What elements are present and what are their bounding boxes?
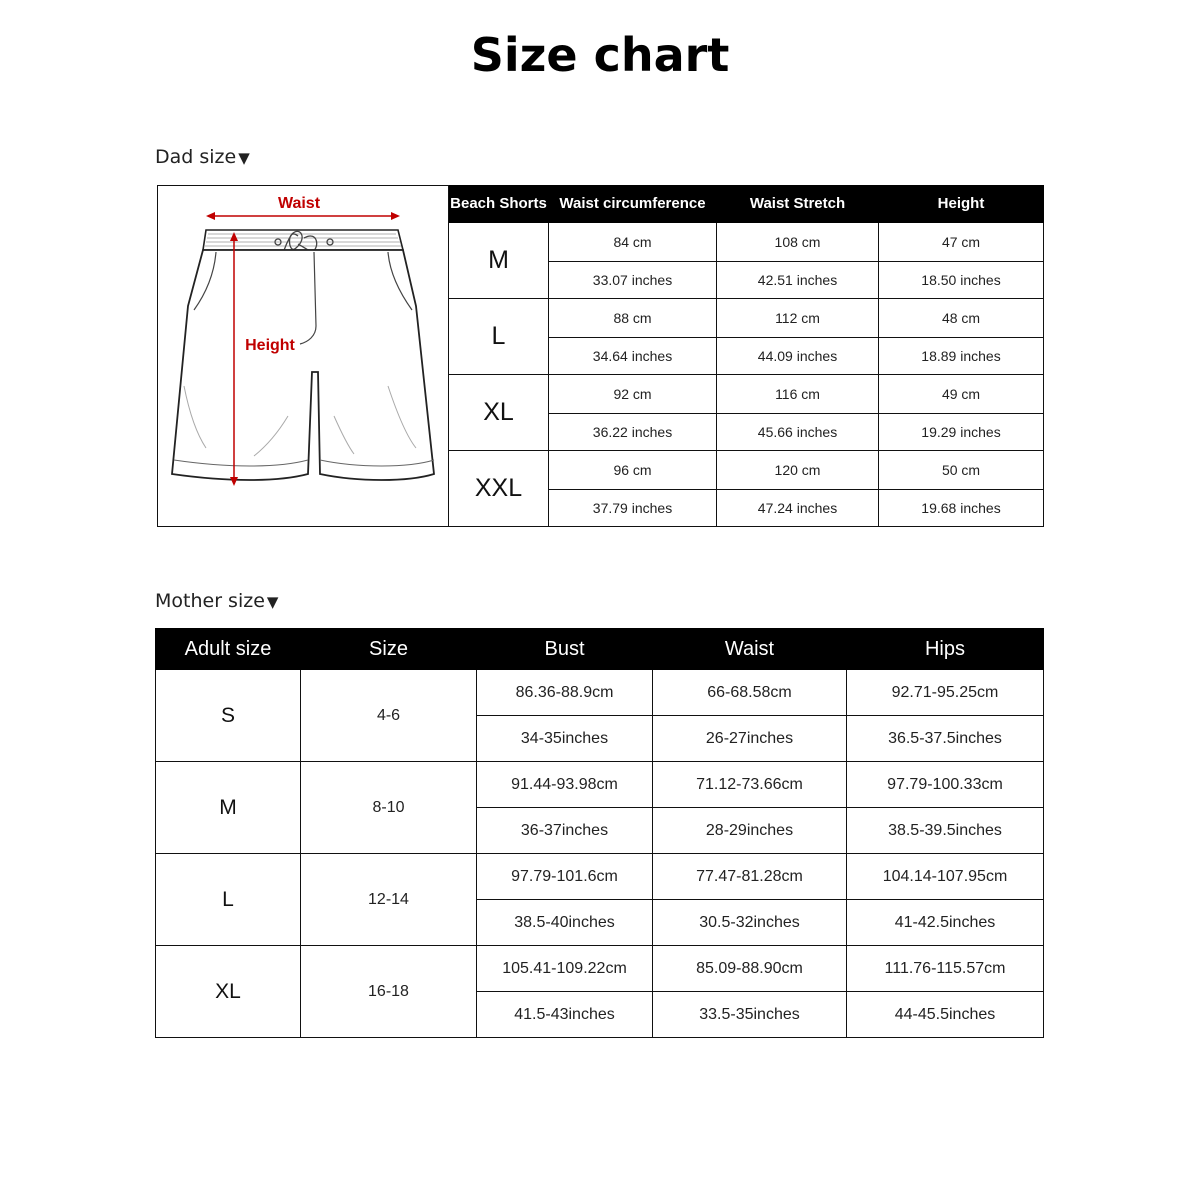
size-range-cell: 16-18: [301, 946, 477, 1038]
header-beach-shorts: Beach Shorts: [449, 186, 549, 223]
waist-inch-cell: 26-27inches: [653, 716, 847, 762]
shorts-illustration-cell: [158, 186, 449, 527]
bust-inch-cell: 38.5-40inches: [477, 900, 653, 946]
height-cm-cell: 50 cm: [879, 451, 1044, 490]
waist-cm-cell: 77.47-81.28cm: [653, 854, 847, 900]
header-waist: Waist: [653, 629, 847, 670]
waist-inch-cell: 28-29inches: [653, 808, 847, 854]
page-title: Size chart: [470, 28, 730, 82]
size-range-cell: 12-14: [301, 854, 477, 946]
waist-cm-cell: 92 cm: [549, 375, 717, 414]
mother-size-table: [155, 628, 1044, 1038]
bust-cm-cell: 86.36-88.9cm: [477, 670, 653, 716]
adult-size-cell: S: [156, 670, 301, 762]
dad-size-label-text: Dad size: [155, 146, 237, 168]
adult-size-cell: M: [156, 762, 301, 854]
mother-size-label: [155, 590, 278, 612]
height-label: Height: [245, 337, 295, 354]
hips-inch-cell: 38.5-39.5inches: [847, 808, 1044, 854]
hips-cm-cell: 104.14-107.95cm: [847, 854, 1044, 900]
height-cm-cell: 47 cm: [879, 223, 1044, 262]
stretch-cm-cell: 108 cm: [717, 223, 879, 262]
waist-inch-cell: 30.5-32inches: [653, 900, 847, 946]
adult-size-cell: XL: [156, 946, 301, 1038]
waist-cm-cell: 71.12-73.66cm: [653, 762, 847, 808]
bust-cm-cell: 105.41-109.22cm: [477, 946, 653, 992]
waist-cm-cell: 66-68.58cm: [653, 670, 847, 716]
dad-size-label: [155, 146, 250, 168]
waist-inch-cell: 36.22 inches: [549, 414, 717, 451]
table-row: [156, 946, 1044, 992]
header-waist-stretch: Waist Stretch: [717, 186, 879, 223]
waist-label: Waist: [277, 195, 321, 212]
size-range-cell: 8-10: [301, 762, 477, 854]
bust-inch-cell: 36-37inches: [477, 808, 653, 854]
hips-inch-cell: 44-45.5inches: [847, 992, 1044, 1038]
header-height: Height: [879, 186, 1044, 223]
waist-arrow-left-head: [206, 212, 215, 220]
stretch-inch-cell: 44.09 inches: [717, 338, 879, 375]
shorts-body: [172, 250, 434, 480]
hips-cm-cell: 92.71-95.25cm: [847, 670, 1044, 716]
size-range-cell: 4-6: [301, 670, 477, 762]
shorts-illustration: [158, 186, 447, 526]
bust-inch-cell: 41.5-43inches: [477, 992, 653, 1038]
down-triangle-icon: ▼: [266, 593, 279, 611]
hips-cm-cell: 111.76-115.57cm: [847, 946, 1044, 992]
height-cm-cell: 48 cm: [879, 299, 1044, 338]
waist-inch-cell: 33.5-35inches: [653, 992, 847, 1038]
size-cell: XL: [449, 375, 549, 451]
height-inch-cell: 19.29 inches: [879, 414, 1044, 451]
stretch-cm-cell: 120 cm: [717, 451, 879, 490]
header-adult-size: Adult size: [156, 629, 301, 670]
header-hips: Hips: [847, 629, 1044, 670]
waist-cm-cell: 96 cm: [549, 451, 717, 490]
size-cell: M: [449, 223, 549, 299]
adult-size-cell: L: [156, 854, 301, 946]
stretch-inch-cell: 47.24 inches: [717, 490, 879, 527]
waist-cm-cell: 88 cm: [549, 299, 717, 338]
stretch-cm-cell: 112 cm: [717, 299, 879, 338]
waist-cm-cell: 85.09-88.90cm: [653, 946, 847, 992]
height-inch-cell: 19.68 inches: [879, 490, 1044, 527]
height-arrow-bottom-head: [230, 477, 238, 486]
stretch-inch-cell: 45.66 inches: [717, 414, 879, 451]
stretch-cm-cell: 116 cm: [717, 375, 879, 414]
hips-inch-cell: 41-42.5inches: [847, 900, 1044, 946]
down-triangle-icon: ▼: [238, 149, 250, 167]
table-row: [156, 762, 1044, 808]
height-inch-cell: 18.89 inches: [879, 338, 1044, 375]
waist-arrow-right-head: [391, 212, 400, 220]
header-size: Size: [301, 629, 477, 670]
waist-inch-cell: 37.79 inches: [549, 490, 717, 527]
header-bust: Bust: [477, 629, 653, 670]
height-cm-cell: 49 cm: [879, 375, 1044, 414]
bust-cm-cell: 91.44-93.98cm: [477, 762, 653, 808]
hips-cm-cell: 97.79-100.33cm: [847, 762, 1044, 808]
table-row: [156, 670, 1044, 716]
height-inch-cell: 18.50 inches: [879, 262, 1044, 299]
waist-cm-cell: 84 cm: [549, 223, 717, 262]
bust-cm-cell: 97.79-101.6cm: [477, 854, 653, 900]
header-waist-circumference: Waist circumference: [549, 186, 717, 223]
stretch-inch-cell: 42.51 inches: [717, 262, 879, 299]
table-row: [156, 854, 1044, 900]
waist-inch-cell: 34.64 inches: [549, 338, 717, 375]
mother-size-label-text: Mother size: [155, 590, 265, 612]
waist-inch-cell: 33.07 inches: [549, 262, 717, 299]
dad-size-table: [157, 185, 1044, 527]
size-cell: XXL: [449, 451, 549, 527]
size-cell: L: [449, 299, 549, 375]
bust-inch-cell: 34-35inches: [477, 716, 653, 762]
hips-inch-cell: 36.5-37.5inches: [847, 716, 1044, 762]
